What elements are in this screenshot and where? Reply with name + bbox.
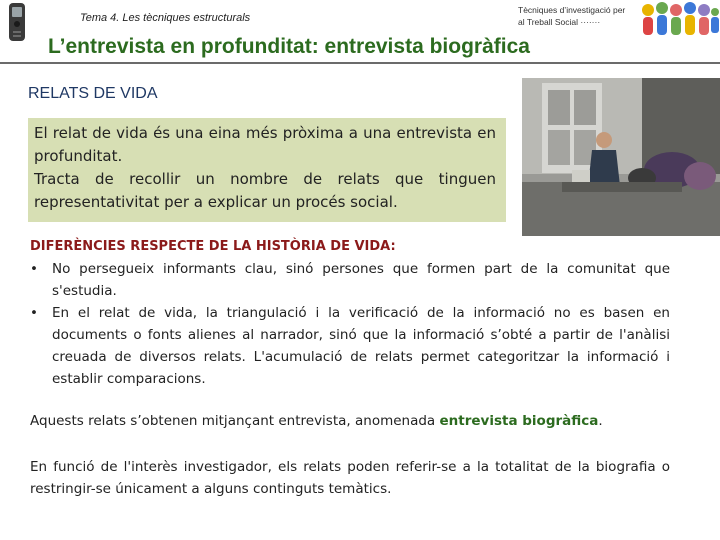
bullet: •: [30, 305, 38, 321]
paragraph-2: En funció de l'interès investigador, els relats poden referir-se a la totalitat de la biografia o restringir-se únicament a alguns continguts temàtics.: [30, 459, 670, 497]
subject-line-1: Tècniques d’investigació per: [518, 5, 626, 15]
differences-heading: DIFERÈNCIES RESPECTE DE LA HISTÒRIA DE VIDA:: [30, 239, 396, 254]
list-item: [30, 258, 670, 302]
people-group-icon: [640, 0, 720, 42]
course-title: Tema 4. Les tècniques estructurals: [80, 12, 251, 24]
title-divider: [0, 62, 720, 64]
paragraph-1-end: .: [598, 413, 603, 429]
intro-box: [28, 118, 506, 222]
subject-label: [518, 4, 636, 28]
list-item-text: En el relat de vida, la triangulació i la verificació de la informació no es basen en documents o fonts alienes al narrador, sinó que la informació s’obté a partir de l'anàlisi creuada de diversos relats. L'acumulació de relats permet categoritzar la informació i establir comparacions.: [52, 305, 670, 387]
street-photo: [522, 78, 720, 236]
intro-line-2: Tracta de recollir un nombre de relats que tinguen representativitat per a explicar un procés social.: [34, 170, 496, 211]
paragraph-1: [30, 410, 670, 432]
bullet: •: [30, 261, 38, 277]
section-title: RELATS DE VIDA: [28, 85, 158, 102]
page-title: L’entrevista en profunditat: entrevista biogràfica: [48, 35, 530, 58]
subject-line-2: al Treball Social ·······: [518, 17, 601, 27]
voice-recorder-icon: [6, 2, 28, 42]
highlight-term: entrevista biogràfica: [439, 413, 599, 429]
paragraph-1-text: Aquests relats s’obtenen mitjançant entrevista, anomenada: [30, 413, 440, 429]
intro-line-1: El relat de vida és una eina més pròxima a una entrevista en profunditat.: [34, 124, 496, 165]
list-item-text: No persegueix informants clau, sinó persones que formen part de la comunitat que s'estudia.: [52, 261, 670, 299]
main-content: [30, 236, 670, 500]
differences-list: [30, 258, 670, 390]
list-item: [30, 302, 670, 390]
